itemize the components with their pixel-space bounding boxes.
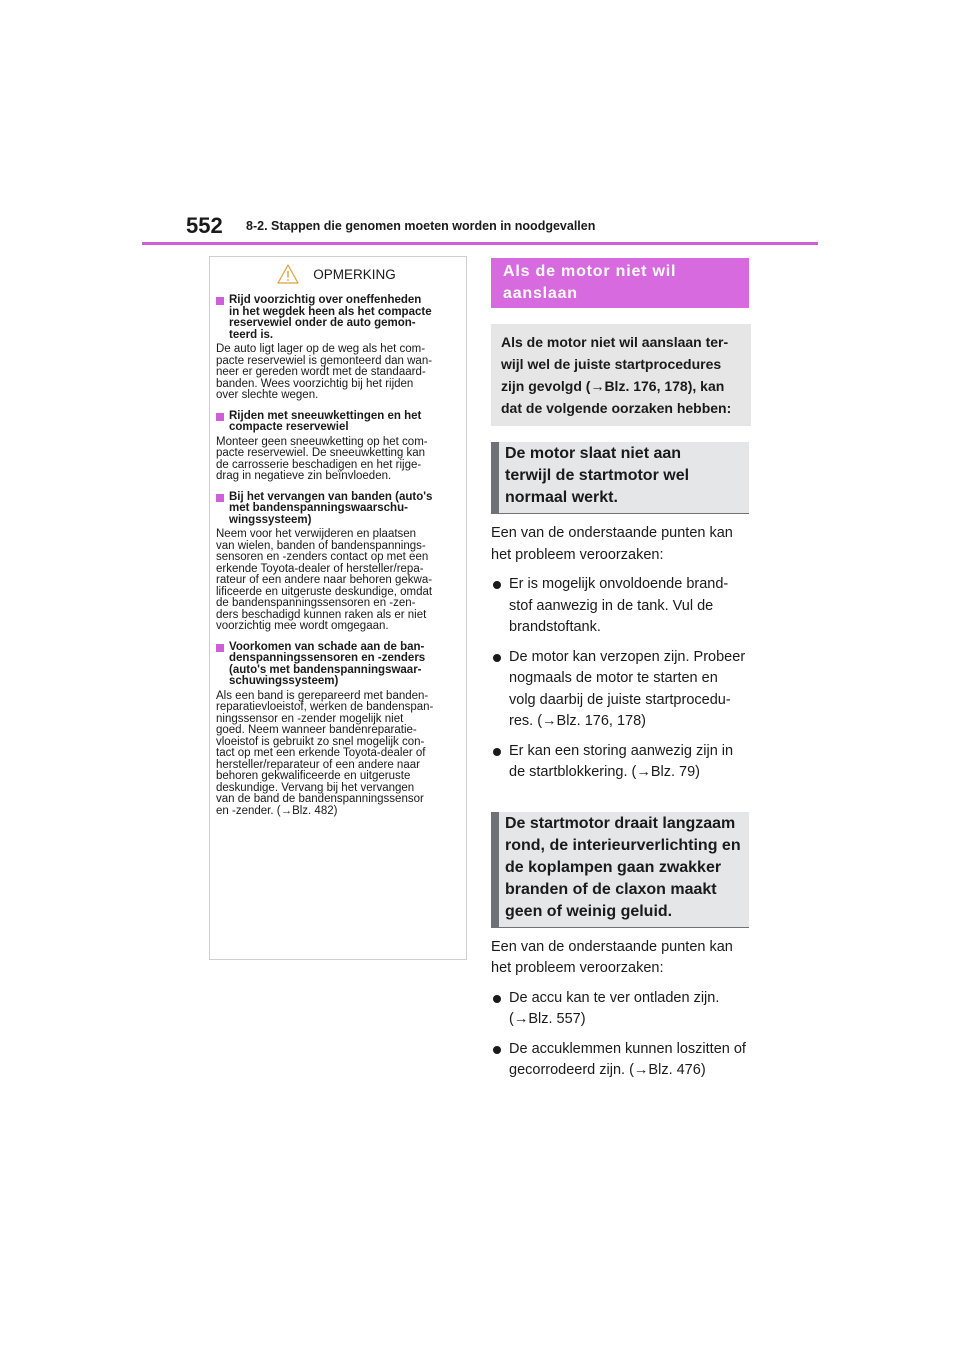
bullet-dot-icon — [493, 654, 501, 662]
note-item-text: Monteer geen sneeuwketting op het com- pacte reservewiel. De sneeuwketting kan de carrosserie beschadigen en het rijge- drag in negatieve zin beïnvloeden. — [216, 435, 428, 482]
note-item-heading: Rijden met sneeuwkettingen en het compacte reservewiel — [216, 411, 457, 434]
warning-triangle-icon — [277, 264, 299, 284]
note-item-text: De auto ligt lager op de weg als het com- pacte reservewiel is gemonteerd dan wan- neer er gereden wordt met de standaard- banden. Wees voorzichtig bij het rijden over slechte wegen. — [216, 343, 433, 401]
page-number: 552 — [186, 213, 223, 238]
note-item-heading: Bij het vervangen van banden (auto's met bandenspanningswaarschu- wingssysteem) — [216, 492, 457, 527]
note-item — [216, 411, 457, 483]
list-item: Er is mogelijk onvoldoende brand- stof aanwezig in de tank. Vul de brandstoftank. — [491, 574, 751, 639]
header-divider — [142, 242, 818, 245]
note-title: OPMERKING — [313, 266, 396, 282]
list-item: De accuklemmen kunnen loszitten of gecorrodeerd zijn. (→Blz. 476) — [491, 1039, 751, 1082]
section — [491, 442, 751, 784]
note-item-text: Als een band is gerepareerd met banden- reparatievloeistof, werken de bandenspan- ningssensor en -zender mogelijk niet goed. Neem wanneer bandenreparatie- vloeistof is gebruikt zo snel mogelijk con- tact op met een erkende Toyota-dealer of hersteller/reparateur of een andere naar behoren gekwalificeerde en uitgeruste deskundige. Vervang bij het vervangen van de band de bandenspanningssensor en -zender. (→Blz. 482) — [216, 689, 434, 817]
bullet-dot-icon — [493, 581, 501, 589]
section-lead: Een van de onderstaande punten kan het probleem veroorzaken: — [491, 525, 733, 563]
list-item: Er kan een storing aanwezig zijn in de startblokkering. (→Blz. 79) — [491, 741, 751, 784]
note-box — [209, 256, 467, 960]
section — [491, 812, 751, 1082]
intro-box: Als de motor niet wil aanslaan ter- wijl wel de juiste startprocedures zijn gevolgd (→Blz. 176, 178), kan dat de volgende oorzaken hebben: — [491, 324, 751, 426]
bullet-dot-icon — [493, 1046, 501, 1054]
list-item: De accu kan te ver ontladen zijn. (→Blz. 557) — [491, 988, 751, 1031]
section-heading: De motor slaat niet aan terwijl de startmotor wel normaal werkt. — [491, 442, 749, 514]
bullet-dot-icon — [493, 748, 501, 756]
note-item — [216, 642, 457, 818]
section-title: 8-2. Stappen die genomen moeten worden in noodgevallen — [246, 219, 596, 233]
topic-banner: Als de motor niet wil aanslaan — [491, 258, 749, 308]
section-heading: De startmotor draait langzaam rond, de interieurverlichting en de koplampen gaan zwakker branden of de claxon maakt geen of weinig geluid. — [491, 812, 749, 928]
note-item-heading: Voorkomen van schade aan de ban- denspanningssensoren en -zenders (auto's met bandenspanningswaar- schuwingssysteem) — [216, 642, 457, 688]
note-item — [216, 492, 457, 633]
main-column — [491, 258, 751, 1082]
bullet-dot-icon — [493, 995, 501, 1003]
bullet-square-icon — [216, 494, 224, 502]
note-item-text: Neem voor het verwijderen en plaatsen van wielen, banden of bandenspannings- sensoren en -zenders contact op met een erkende Toyota-dealer of hersteller/repa- rateur of een andere naar behoren gekwa- lificeerde en uitgeruste deskundige, omdat de bandenspanningssensoren en -zen- ders beschadigd kunnen raken als er niet voorzichtig mee wordt omgegaan. — [216, 528, 433, 632]
note-item — [216, 295, 457, 402]
bullet-square-icon — [216, 297, 224, 305]
note-item-heading: Rijd voorzichtig over oneffenheden in het wegdek heen als het compacte reservewiel onder de auto gemon- teerd is. — [216, 295, 457, 341]
section-lead: Een van de onderstaande punten kan het probleem veroorzaken: — [491, 938, 733, 976]
list-item: De motor kan verzopen zijn. Probeer nogmaals de motor te starten en volg daarbij de juiste startprocedu- res. (→Blz. 176, 178) — [491, 647, 751, 733]
note-header — [216, 257, 457, 291]
bullet-square-icon — [216, 644, 224, 652]
bullet-square-icon — [216, 413, 224, 421]
